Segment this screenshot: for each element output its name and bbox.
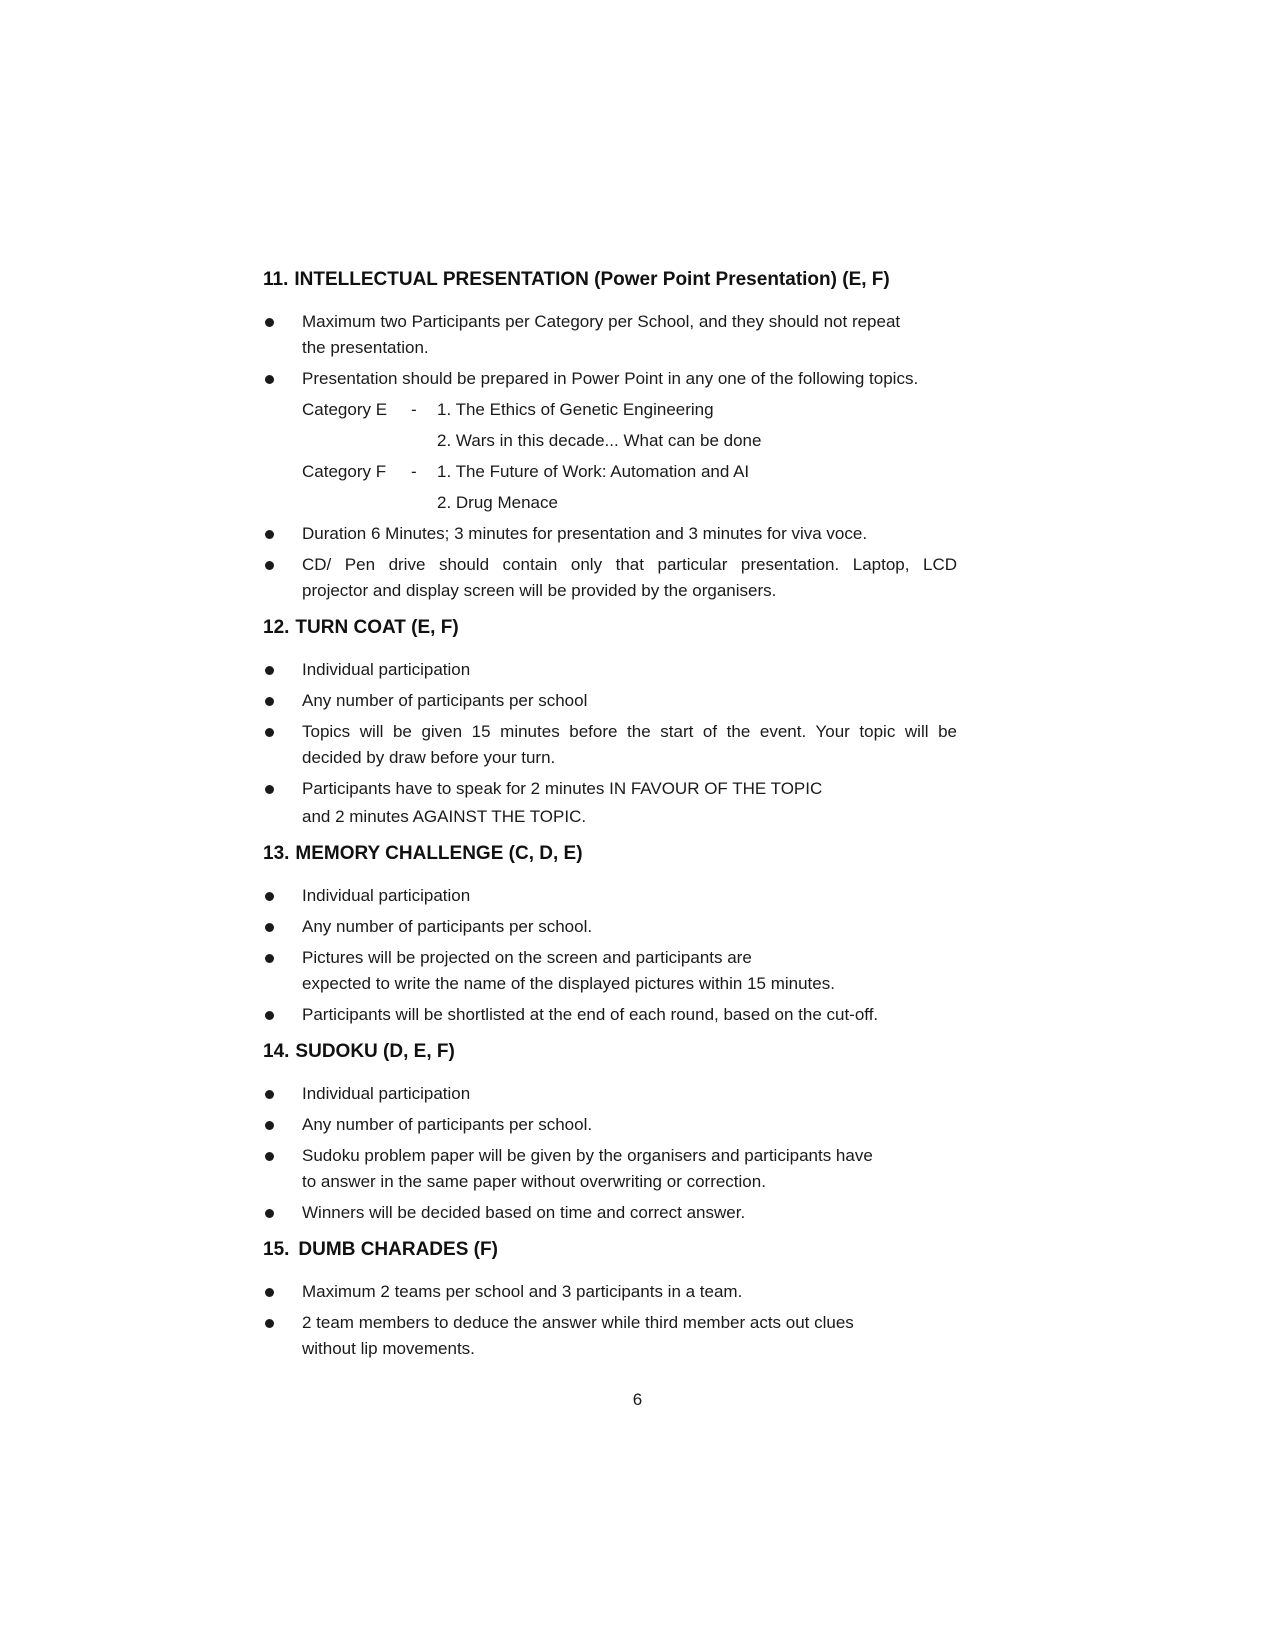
- text-line: Sudoku problem paper will be given by the organisers and participants have: [302, 1146, 873, 1165]
- bullet-icon: [263, 719, 302, 771]
- category-topics: [437, 459, 749, 516]
- bullet-text: [302, 914, 957, 940]
- document-content: [263, 267, 957, 1367]
- text-line: Any number of participants per school.: [302, 917, 593, 936]
- section-heading-13: [263, 841, 957, 867]
- text-line: Winners will be decided based on time and correct answer.: [302, 1203, 746, 1222]
- bullet-item: [263, 914, 957, 940]
- bullet-text: [302, 719, 957, 771]
- bullet-item: [263, 1143, 957, 1195]
- text-line: CD/ Pen drive should contain only that particular presentation. Laptop, LCD: [302, 555, 957, 574]
- text-line: to answer in the same paper without overwriting or correction.: [302, 1172, 766, 1191]
- bullet-text: [302, 1002, 957, 1028]
- text-line: 2 team members to deduce the answer while third member acts out clues: [302, 1313, 854, 1332]
- bullet-icon: [263, 1081, 302, 1107]
- bullet-text: [302, 1310, 957, 1362]
- bullet-icon: [263, 552, 302, 604]
- text-line: Individual participation: [302, 660, 471, 679]
- text-line: Any number of participants per school.: [302, 1115, 593, 1134]
- bullet-icon: [263, 309, 302, 361]
- text-line: Maximum two Participants per Category per School, and they should not repeat: [302, 312, 901, 331]
- bullet-item: [263, 521, 957, 547]
- bullet-item: [263, 1279, 957, 1305]
- section-number: 13.: [263, 843, 290, 864]
- category-topics: [437, 397, 761, 454]
- bullet-item: [263, 366, 957, 392]
- bullet-text: [302, 776, 957, 802]
- bullet-text: [302, 521, 957, 547]
- text-line: decided by draw before your turn.: [302, 748, 556, 767]
- bullet-icon: [263, 521, 302, 547]
- bullet-item: [263, 1200, 957, 1226]
- text-line: the presentation.: [302, 338, 429, 357]
- text-line: Duration 6 Minutes; 3 minutes for presentation and 3 minutes for viva voce.: [302, 524, 868, 543]
- category-dash: -: [411, 462, 417, 481]
- section-heading-12: [263, 615, 957, 641]
- category-label: Category E: [302, 400, 388, 419]
- section-heading-14: [263, 1039, 957, 1065]
- section-title: DUMB CHARADES (F): [298, 1239, 498, 1260]
- text-line: Any number of participants per school: [302, 691, 588, 710]
- bullet-icon: [263, 1143, 302, 1195]
- category-row: [302, 397, 957, 454]
- bullet-item: [263, 945, 957, 997]
- bullet-icon: [263, 1200, 302, 1226]
- bullet-text: [302, 1112, 957, 1138]
- bullet-item: [263, 688, 957, 714]
- bullet-item: [263, 1112, 957, 1138]
- category-label: Category F: [302, 462, 387, 481]
- topic-line: 2. Wars in this decade... What can be done: [437, 431, 762, 450]
- bullet-text: [302, 309, 957, 361]
- bullet-text: [302, 1279, 957, 1305]
- bullet-icon: [263, 1112, 302, 1138]
- bullet-icon: [263, 883, 302, 909]
- section-number: 11.: [263, 269, 289, 290]
- section-number: 14.: [263, 1041, 290, 1062]
- bullet-icon: [263, 945, 302, 997]
- bullet-icon: [263, 688, 302, 714]
- section-title: MEMORY CHALLENGE (C, D, E): [295, 843, 583, 864]
- text-line: Individual participation: [302, 886, 471, 905]
- page-number: 6: [632, 1390, 643, 1409]
- bullet-text: [302, 552, 957, 604]
- bullet-text: [302, 688, 957, 714]
- text-line: without lip movements.: [302, 1339, 475, 1358]
- bullet-text: [302, 1200, 957, 1226]
- continuation-text: and 2 minutes AGAINST THE TOPIC.: [302, 807, 587, 826]
- text-line: Participants will be shortlisted at the end of each round, based on the cut-off.: [302, 1005, 879, 1024]
- bullet-item: [263, 657, 957, 683]
- text-line: Topics will be given 15 minutes before the start of the event. Your topic will be: [302, 722, 957, 741]
- bullet-item: [263, 1310, 957, 1362]
- section-title: SUDOKU (D, E, F): [295, 1041, 455, 1062]
- bullet-item: [263, 719, 957, 771]
- section-heading-11: [263, 267, 957, 293]
- bullet-item: [263, 776, 957, 802]
- topic-line: 1. The Future of Work: Automation and AI: [437, 462, 750, 481]
- bullet-text: [302, 366, 957, 392]
- bullet-icon: [263, 657, 302, 683]
- topic-line: 1. The Ethics of Genetic Engineering: [437, 400, 714, 419]
- bullet-text: [302, 945, 957, 997]
- bullet-icon: [263, 1310, 302, 1362]
- text-line: projector and display screen will be provided by the organisers.: [302, 581, 777, 600]
- text-line: Maximum 2 teams per school and 3 participants in a team.: [302, 1282, 743, 1301]
- bullet-icon: [263, 914, 302, 940]
- section-number: 15.: [263, 1239, 290, 1260]
- bullet-icon: [263, 366, 302, 392]
- bullet-text: [302, 657, 957, 683]
- section-title: INTELLECTUAL PRESENTATION (Power Point Presentation) (E, F): [294, 269, 890, 290]
- text-line: Presentation should be prepared in Power Point in any one of the following topics.: [302, 369, 919, 388]
- bullet-item: [263, 552, 957, 604]
- text-line: Individual participation: [302, 1084, 471, 1103]
- bullet-text: [302, 883, 957, 909]
- text-line: Pictures will be projected on the screen and participants are: [302, 948, 752, 967]
- bullet-item: [263, 1002, 957, 1028]
- category-dash: -: [411, 400, 417, 419]
- topic-line: 2. Drug Menace: [437, 493, 558, 512]
- bullet-text: [302, 1081, 957, 1107]
- bullet-icon: [263, 776, 302, 802]
- section-number: 12.: [263, 617, 290, 638]
- bullet-text: [302, 1143, 957, 1195]
- text-line: expected to write the name of the displayed pictures within 15 minutes.: [302, 974, 835, 993]
- section-heading-15: [263, 1237, 957, 1263]
- bullet-item: [263, 1081, 957, 1107]
- bullet-item: [263, 309, 957, 361]
- bullet-icon: [263, 1279, 302, 1305]
- category-row: [302, 459, 957, 516]
- bullet-item: [263, 883, 957, 909]
- section-title: TURN COAT (E, F): [295, 617, 459, 638]
- text-line: Participants have to speak for 2 minutes IN FAVOUR OF THE TOPIC: [302, 779, 823, 798]
- bullet-icon: [263, 1002, 302, 1028]
